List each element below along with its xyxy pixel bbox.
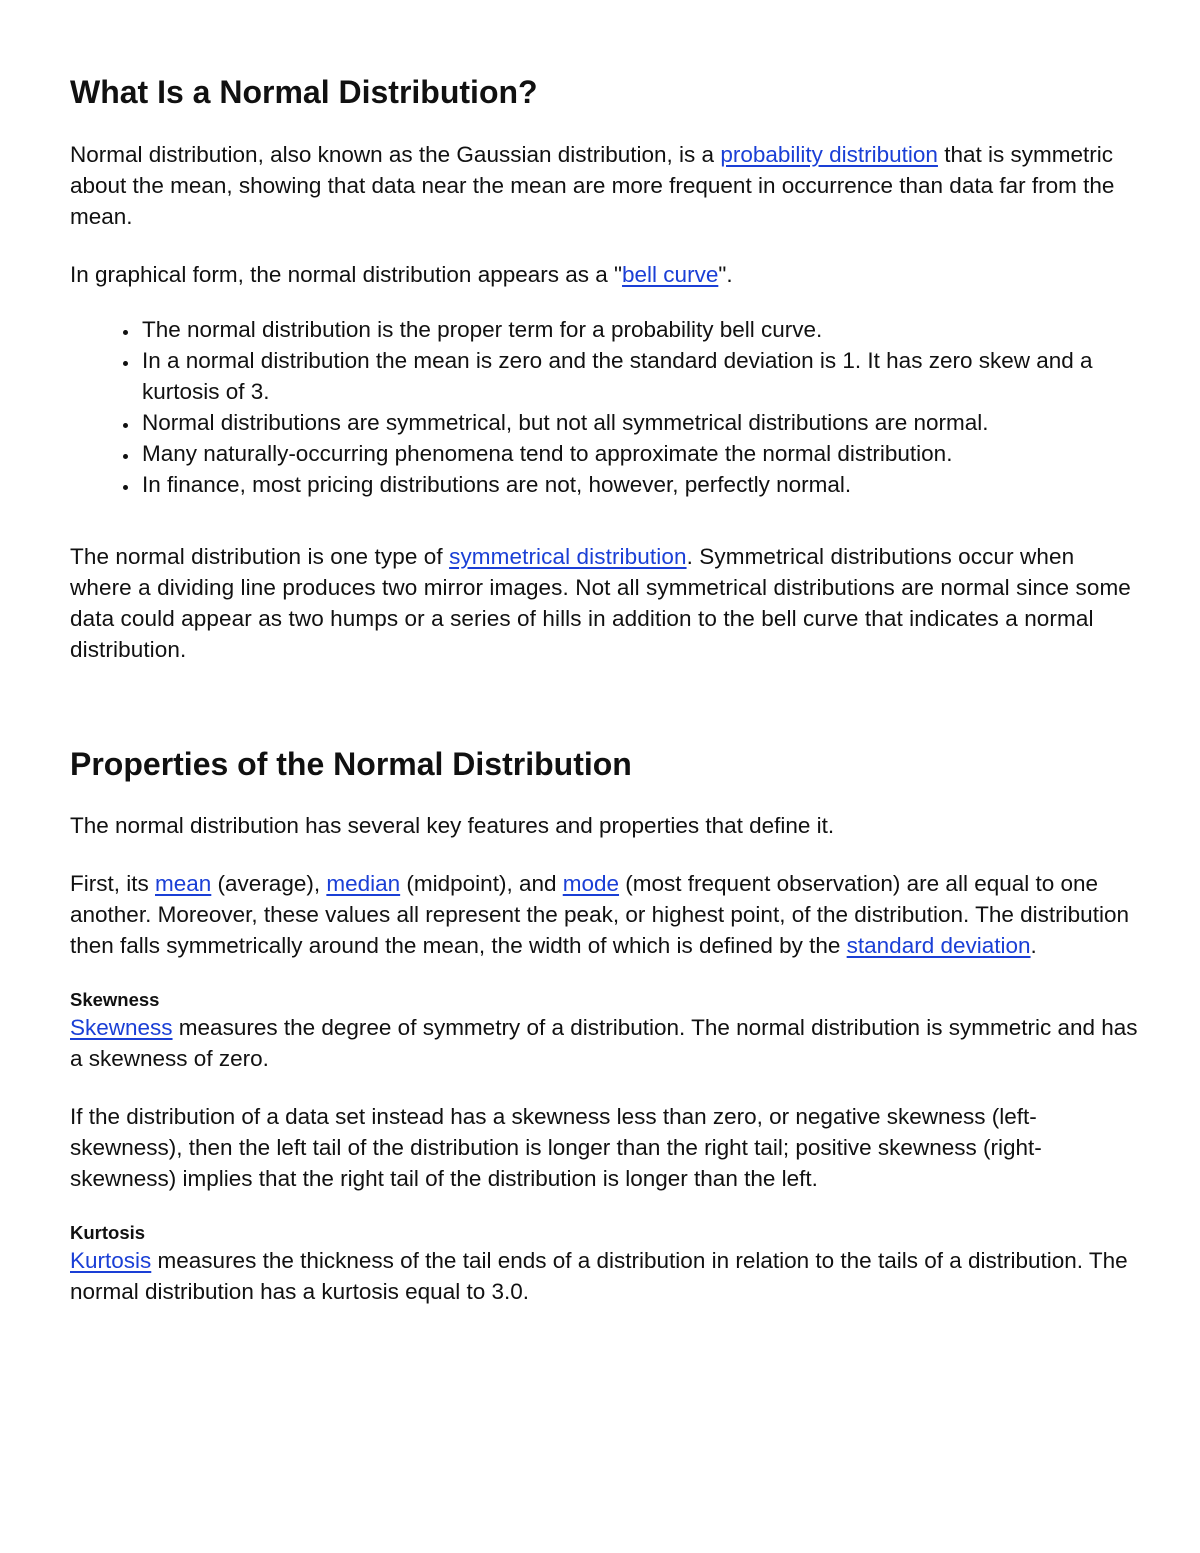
kurtosis-text: measures the thickness of the tail ends of a distribution in relation to the tails of a distribution. The normal distribution has a kurtosis equal to 3.0. xyxy=(70,1248,1128,1304)
kurtosis-paragraph xyxy=(70,1245,1140,1307)
symmetrical-text-pre: The normal distribution is one type of xyxy=(70,544,450,569)
link-mode[interactable]: mode xyxy=(562,871,620,896)
symmetrical-text-post: . Symmetrical distributions occur when where a dividing line produces two mirror images. Not all symmetrical distributions are normal since some data could appear as two humps or a series of hills in addition to the bell curve that indicates a normal distribution. xyxy=(70,544,1131,662)
bell-curve-text-pre: In graphical form, the normal distribution appears as a " xyxy=(70,262,623,287)
text-segment: First, its xyxy=(70,871,155,896)
link-bell-curve[interactable]: bell curve xyxy=(622,262,719,287)
text-segment: (average), xyxy=(211,871,327,896)
key-takeaways-list xyxy=(70,314,1140,500)
text-segment: (most frequent observation) are all equal to one another. Moreover, these values all represent the peak, or highest point, of the distribution. The distribution then falls symmetrically around the mean, the width of which is defined by the xyxy=(70,871,1129,958)
bell-curve-text-post: ". xyxy=(718,262,733,287)
list-item: • In a normal distribution the mean is zero and the standard deviation is 1. It has zero skew and a kurtosis of 3. xyxy=(140,345,1140,407)
skewness-text: measures the degree of symmetry of a distribution. The normal distribution is symmetric and has a skewness of zero. xyxy=(70,1015,1138,1071)
subheading-kurtosis: Kurtosis xyxy=(70,1222,146,1243)
list-item: • The normal distribution is the proper term for a probability bell curve. xyxy=(140,314,1140,345)
section-heading-properties: Properties of the Normal Distribution xyxy=(70,746,632,782)
link-kurtosis[interactable]: Kurtosis xyxy=(70,1248,152,1273)
subheading-skewness: Skewness xyxy=(70,989,160,1010)
list-item: • Many naturally-occurring phenomena tend to approximate the normal distribution. xyxy=(140,438,1140,469)
bell-curve-paragraph xyxy=(70,259,1140,290)
text-segment: . xyxy=(1030,933,1037,958)
link-standard-deviation[interactable]: standard deviation xyxy=(846,933,1031,958)
intro-text-post: that is symmetric about the mean, showing that data near the mean are more frequent in occurrence than data far from the mean. xyxy=(70,142,1115,229)
link-probability-distribution[interactable]: probability distribution xyxy=(720,142,938,167)
skewness-detail-paragraph: If the distribution of a data set instead has a skewness less than zero, or negative skewness (left-skewness), then the left tail of the distribution is longer than the right tail; positive skewness (right-skewness) implies that the right tail of the distribution is longer than the left. xyxy=(70,1104,1042,1191)
intro-text-pre: Normal distribution, also known as the Gaussian distribution, is a xyxy=(70,142,721,167)
intro-paragraph xyxy=(70,139,1140,232)
skewness-paragraph xyxy=(70,1012,1140,1074)
properties-intro-paragraph: The normal distribution has several key features and properties that define it. xyxy=(70,813,835,838)
symmetrical-paragraph xyxy=(70,541,1140,665)
link-symmetrical-distribution[interactable]: symmetrical distribution xyxy=(449,544,687,569)
text-segment: (midpoint), and xyxy=(400,871,563,896)
list-item: • In finance, most pricing distributions are not, however, perfectly normal. xyxy=(140,469,1140,500)
list-item: • Normal distributions are symmetrical, but not all symmetrical distributions are normal. xyxy=(140,407,1140,438)
document-page xyxy=(70,72,1140,1307)
section-heading-what-is: What Is a Normal Distribution? xyxy=(70,74,538,110)
link-skewness[interactable]: Skewness xyxy=(70,1015,173,1040)
mean-median-mode-paragraph xyxy=(70,868,1140,961)
link-median[interactable]: median xyxy=(326,871,401,896)
link-mean[interactable]: mean xyxy=(155,871,212,896)
